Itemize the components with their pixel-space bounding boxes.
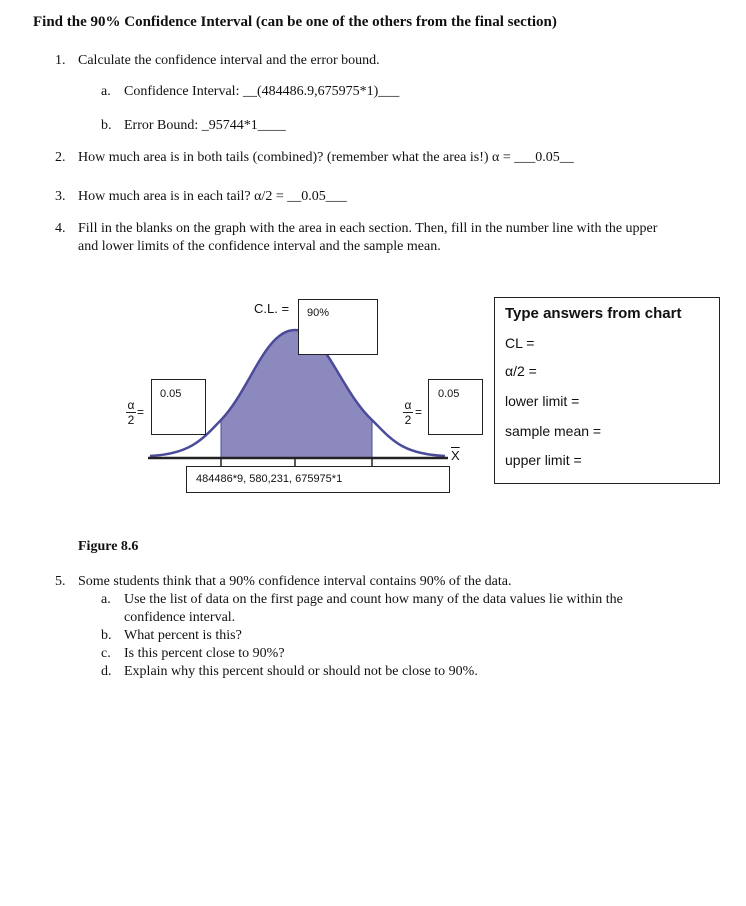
- q5a-letter: a.: [101, 592, 111, 607]
- q2-text: How much area is in both tails (combined)? (remember what the area is!) α =: [78, 150, 515, 165]
- answer-row-upper-limit[interactable]: upper limit =: [505, 452, 582, 468]
- left-tail-box[interactable]: [151, 379, 206, 435]
- answer-row-cl[interactable]: CL =: [505, 335, 535, 351]
- q1-text: Calculate the confidence interval and the error bound.: [78, 53, 380, 68]
- confidence-interval-answer[interactable]: __(484486.9,675975*1)___: [242, 84, 400, 99]
- right-tail-value: 0.05: [438, 388, 460, 400]
- q5d-letter: d.: [101, 664, 112, 679]
- right-tail-box[interactable]: [428, 379, 483, 435]
- left-alpha-den: 2: [127, 413, 135, 427]
- q1a-row: [124, 84, 399, 100]
- q2-number: 2.: [55, 150, 66, 165]
- cl-label: C.L. =: [254, 301, 290, 316]
- q4-line2: and lower limits of the confidence interval and the sample mean.: [78, 239, 441, 254]
- answers-panel-title: Type answers from chart: [505, 305, 682, 322]
- q4-line1: Fill in the blanks on the graph with the area in each section. Then, fill in the number line with the upper: [78, 221, 658, 236]
- q3-number: 3.: [55, 189, 66, 204]
- q5-text: Some students think that a 90% confidence interval contains 90% of the data.: [78, 574, 512, 589]
- q3-text: How much area is in each tail? α/2 =: [78, 189, 288, 204]
- q5b-text: What percent is this?: [124, 628, 242, 643]
- answer-row-sample-mean[interactable]: sample mean =: [505, 423, 602, 439]
- right-alpha-num: α: [404, 398, 412, 412]
- cl-answer-box[interactable]: [298, 299, 378, 355]
- answers-panel: [494, 297, 720, 484]
- answer-row-lower-limit[interactable]: lower limit =: [505, 393, 580, 409]
- q5c-text: Is this percent close to 90%?: [124, 646, 285, 661]
- q5d-text: Explain why this percent should or should not be close to 90%.: [124, 664, 478, 679]
- x-bar-label: $\overline{X}$: [451, 448, 460, 463]
- error-bound-answer[interactable]: _95744*1____: [201, 118, 286, 133]
- cl-value: 90%: [307, 307, 330, 319]
- q1b-label: Error Bound:: [124, 118, 202, 133]
- number-line-answer-box[interactable]: [186, 466, 450, 493]
- q2-answer[interactable]: ___0.05__: [514, 150, 574, 165]
- q1-number: 1.: [55, 53, 66, 68]
- q5a-line1: Use the list of data on the first page and count how many of the data values lie within the: [124, 592, 623, 607]
- q1a-letter: a.: [101, 84, 111, 99]
- q1a-label: Confidence Interval:: [124, 84, 243, 99]
- q5b-letter: b.: [101, 628, 112, 643]
- q5c-letter: c.: [101, 646, 111, 661]
- answer-row-alpha-half[interactable]: α/2 =: [505, 363, 537, 379]
- right-alpha-fraction: [401, 399, 415, 426]
- q1b-row: [124, 118, 286, 134]
- q2-row: [78, 150, 574, 166]
- number-line-values: 484486*9, 580,231, 675975*1: [196, 473, 343, 485]
- page-title: Find the 90% Confidence Interval (can be one of the others from the final section): [33, 14, 557, 30]
- right-alpha-den: 2: [404, 413, 412, 427]
- left-tail-value: 0.05: [160, 388, 182, 400]
- q1b-letter: b.: [101, 118, 112, 133]
- q3-row: [78, 189, 347, 205]
- figure-caption: Figure 8.6: [78, 539, 139, 554]
- q4-number: 4.: [55, 221, 66, 236]
- q5a-line2: confidence interval.: [124, 610, 236, 625]
- left-equals: =: [137, 405, 145, 419]
- left-alpha-num: α: [127, 398, 135, 412]
- q3-answer[interactable]: __0.05___: [287, 189, 347, 204]
- left-alpha-fraction: [124, 399, 138, 426]
- right-equals: =: [415, 405, 423, 419]
- q5-number: 5.: [55, 574, 66, 589]
